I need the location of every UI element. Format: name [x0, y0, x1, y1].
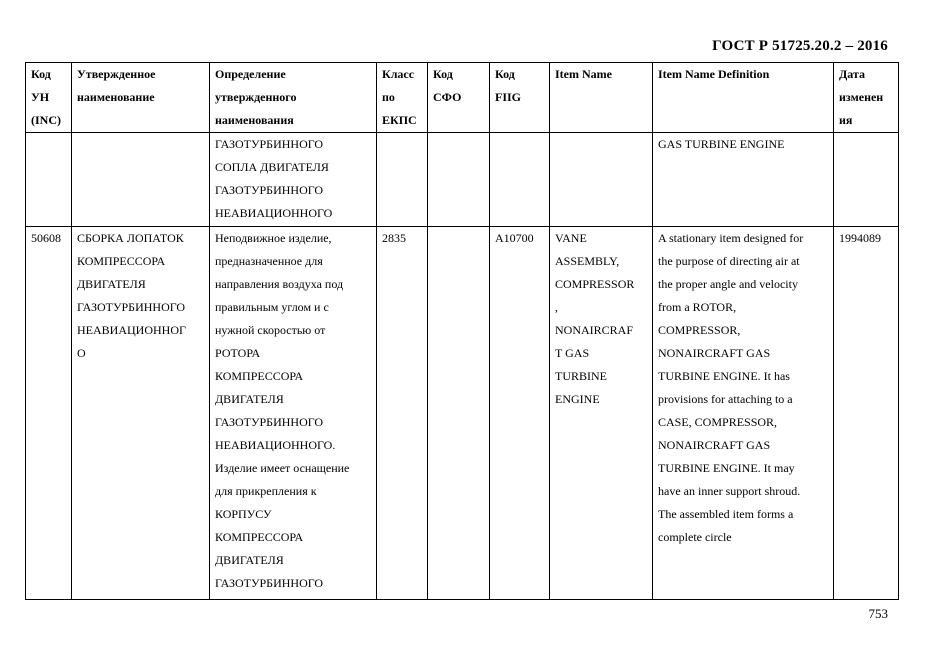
- cell-item-definition: GAS TURBINE ENGINE: [653, 133, 834, 227]
- header-change-date: Дата изменен ия: [834, 63, 899, 133]
- header-approved-name: Утвержденное наименование: [72, 63, 210, 133]
- cell-item-name: [550, 133, 653, 227]
- header-inc: Код УН (INC): [26, 63, 72, 133]
- table-row: [26, 227, 899, 600]
- cell-item-definition: A stationary item designed for the purpose of directing air at the proper angle and velocity from a ROTOR, COMPRESSOR, NONAIRCRAFT GAS TURBINE ENGINE. It has provisions for attaching to a CASE, COMPRESSOR, NONAIRCRAFT GAS TURBINE ENGINE. It may have an inner support shroud. The assembled item forms a complete circle: [653, 227, 834, 600]
- item-names-table: [25, 62, 899, 600]
- cell-inc: [26, 133, 72, 227]
- cell-name-ru: СБОРКА ЛОПАТОК КОМПРЕССОРА ДВИГАТЕЛЯ ГАЗОТУРБИННОГО НЕАВИАЦИОННОГ О: [72, 227, 210, 600]
- header-fiig-code: Код FIIG: [490, 63, 550, 133]
- header-sfo-code: Код СФО: [428, 63, 490, 133]
- cell-fiig-code: A10700: [490, 227, 550, 600]
- cell-change-date: 1994089: [834, 227, 899, 600]
- header-approved-name-definition: Определение утвержденного наименования: [210, 63, 377, 133]
- standard-code-header: ГОСТ Р 51725.20.2 – 2016: [712, 38, 888, 54]
- cell-inc: 50608: [26, 227, 72, 600]
- page-number: 753: [868, 606, 888, 621]
- header-item-name-definition: Item Name Definition: [653, 63, 834, 133]
- table-header-row: [26, 63, 899, 133]
- header-item-name: Item Name: [550, 63, 653, 133]
- header-ekps-class: Класс по ЕКПС: [377, 63, 428, 133]
- cell-sfo-code: [428, 133, 490, 227]
- table-row-continuation: [26, 133, 899, 227]
- cell-change-date: [834, 133, 899, 227]
- cell-definition-ru: ГАЗОТУРБИННОГО СОПЛА ДВИГАТЕЛЯ ГАЗОТУРБИННОГО НЕАВИАЦИОННОГО: [210, 133, 377, 227]
- cell-definition-ru: Неподвижное изделие, предназначенное для направления воздуха под правильным углом и с нужной скоростью от РОТОРА КОМПРЕССОРА ДВИГАТЕЛЯ ГАЗОТУРБИННОГО НЕАВИАЦИОННОГО. Изделие имеет оснащение для прикрепления к КОРПУСУ КОМПРЕССОРА ДВИГАТЕЛЯ ГАЗОТУРБИННОГО: [210, 227, 377, 600]
- cell-item-name: VANE ASSEMBLY, COMPRESSOR , NONAIRCRAF T GAS TURBINE ENGINE: [550, 227, 653, 600]
- cell-sfo-code: [428, 227, 490, 600]
- cell-ekps-class: [377, 133, 428, 227]
- cell-ekps-class: 2835: [377, 227, 428, 600]
- cell-fiig-code: [490, 133, 550, 227]
- cell-name-ru: [72, 133, 210, 227]
